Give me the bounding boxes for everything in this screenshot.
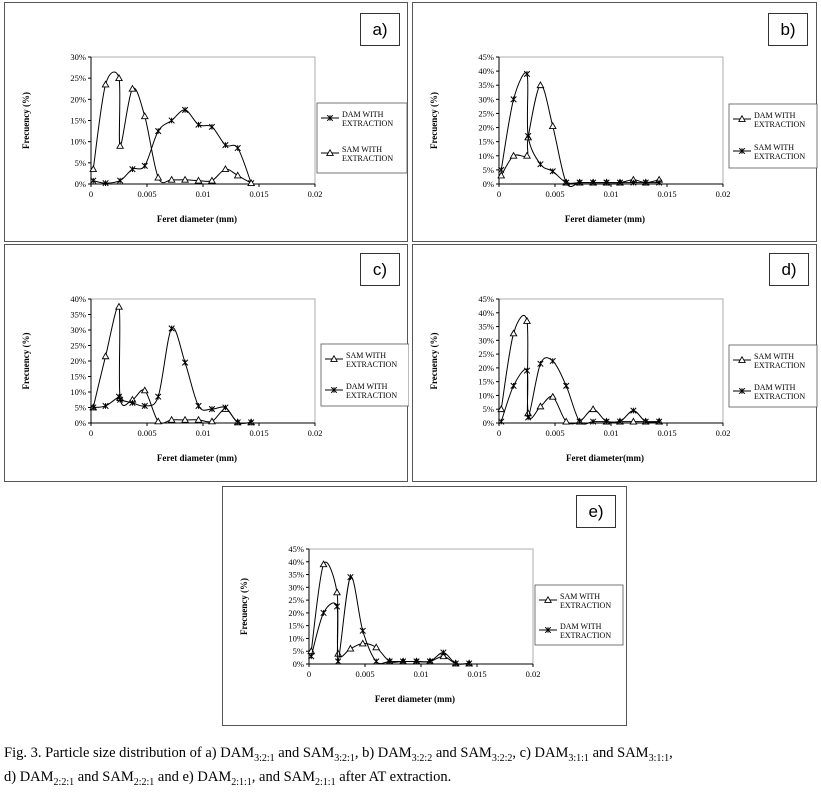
caption-text: and SAM <box>74 768 134 785</box>
caption-text: , c) DAM <box>512 745 569 761</box>
x-axis-label: Feret diameter (mm) <box>156 214 238 224</box>
caption-subscript: 3:2:2 <box>491 752 513 764</box>
caption-text: and SAM <box>588 745 649 761</box>
y-tick-label: 5% <box>74 157 86 168</box>
plot-area <box>91 57 315 184</box>
panel-letter: b) <box>768 13 808 46</box>
x-tick-label: 0.01 <box>413 669 429 679</box>
y-tick-label: 0% <box>74 418 86 428</box>
legend-label: SAM WITH <box>754 143 795 152</box>
y-axis-label: Frecuency (%) <box>429 91 439 150</box>
y-tick-label: 0% <box>482 179 494 189</box>
y-tick-label: 25% <box>288 595 304 606</box>
legend-label: EXTRACTION <box>754 152 806 161</box>
x-tick-label: 0.015 <box>249 428 269 438</box>
y-axis-label: Frecuency (%) <box>21 332 31 390</box>
caption-text: , b) DAM <box>354 745 412 761</box>
y-tick-label: 10% <box>70 136 86 147</box>
legend <box>321 344 409 406</box>
x-tick-label: 0.005 <box>545 189 565 199</box>
x-tick-label: 0.01 <box>195 428 211 438</box>
chart-svg <box>5 245 409 483</box>
y-tick-label: 0% <box>482 418 494 428</box>
x-tick-label: 0.005 <box>137 189 157 199</box>
y-tick-label: 15% <box>288 620 304 631</box>
legend-label: DAM WITH <box>342 110 384 119</box>
x-tick-label: 0.02 <box>525 669 541 679</box>
plot-area <box>499 57 723 184</box>
caption-subscript: 2:2:1 <box>133 776 155 788</box>
y-tick-label: 35% <box>478 80 494 91</box>
figure-caption <box>4 744 816 792</box>
caption-text: and e) DAM <box>154 768 232 785</box>
caption-text: d) DAM <box>4 768 54 785</box>
y-tick-label: 45% <box>288 544 304 554</box>
y-tick-label: 40% <box>70 294 86 304</box>
y-tick-label: 30% <box>478 94 494 105</box>
y-tick-label: 45% <box>478 52 494 62</box>
panel-c <box>4 244 408 482</box>
y-tick-label: 15% <box>478 136 494 147</box>
caption-text: after AT extraction. <box>335 768 452 785</box>
y-axis-label: Frecuency (%) <box>21 91 31 150</box>
x-tick-label: 0.005 <box>545 428 565 438</box>
x-tick-label: 0.015 <box>249 189 269 199</box>
x-tick-label: 0.02 <box>307 189 323 199</box>
y-tick-label: 40% <box>288 556 304 567</box>
caption-subscript: 3:1:1 <box>568 752 589 764</box>
legend-label: EXTRACTION <box>342 154 394 163</box>
caption-text: , <box>669 745 673 761</box>
y-tick-label: 30% <box>288 582 304 593</box>
chart-svg <box>5 3 409 243</box>
caption-text: and SAM <box>274 745 335 761</box>
x-tick-label: 0.015 <box>657 428 677 438</box>
legend-label: DAM WITH <box>560 622 602 631</box>
caption-line-1 <box>4 744 816 768</box>
legend-label: DAM WITH <box>754 111 796 120</box>
y-tick-label: 25% <box>478 108 494 119</box>
plot-area <box>91 299 315 423</box>
y-tick-label: 10% <box>478 390 494 401</box>
x-tick-label: 0.005 <box>355 669 375 679</box>
y-tick-label: 20% <box>478 122 494 133</box>
y-tick-label: 10% <box>478 150 494 161</box>
legend-label: DAM WITH <box>346 382 388 391</box>
y-tick-label: 25% <box>70 340 86 351</box>
legend-label: DAM WITH <box>754 383 796 392</box>
y-tick-label: 35% <box>288 569 304 580</box>
legend-label: EXTRACTION <box>346 391 398 400</box>
plot-area <box>499 299 723 423</box>
legend-label: EXTRACTION <box>754 361 806 370</box>
panel-letter: a) <box>360 13 400 46</box>
y-tick-label: 30% <box>478 335 494 346</box>
caption-subscript: 2:2:1 <box>53 776 75 788</box>
x-tick-label: 0.02 <box>715 189 731 199</box>
caption-text: Fig. 3. Particle size distribution of a) DAM <box>4 745 255 761</box>
y-tick-label: 5% <box>74 402 86 413</box>
legend-label: SAM WITH <box>754 352 795 361</box>
legend <box>317 103 407 173</box>
panel-a <box>4 2 408 242</box>
y-tick-label: 0% <box>292 659 304 669</box>
x-tick-label: 0.01 <box>603 428 619 438</box>
x-tick-label: 0 <box>496 428 502 438</box>
panel-letter: c) <box>360 253 400 286</box>
y-tick-label: 10% <box>288 633 304 644</box>
y-tick-label: 0% <box>74 179 86 189</box>
chart-svg <box>413 245 818 483</box>
legend-label: EXTRACTION <box>560 601 612 610</box>
legend-label: SAM WITH <box>346 351 387 360</box>
y-axis-label: Frecuency (%) <box>429 332 439 390</box>
y-tick-label: 25% <box>478 349 494 360</box>
y-tick-label: 15% <box>70 115 86 126</box>
y-tick-label: 20% <box>70 94 86 105</box>
x-tick-label: 0.01 <box>195 189 211 199</box>
legend-label: EXTRACTION <box>560 631 612 640</box>
y-tick-label: 35% <box>70 309 86 320</box>
y-tick-label: 40% <box>478 66 494 77</box>
legend-label: EXTRACTION <box>342 119 394 128</box>
legend-label: EXTRACTION <box>346 360 398 369</box>
y-tick-label: 25% <box>70 73 86 84</box>
x-axis-label: Feret diameter (mm) <box>156 453 238 463</box>
legend-label: SAM WITH <box>342 145 383 154</box>
legend <box>729 104 817 168</box>
panel-d <box>412 244 817 482</box>
x-tick-label: 0 <box>496 189 502 199</box>
y-tick-label: 30% <box>70 325 86 335</box>
legend-label: SAM WITH <box>560 592 601 601</box>
y-tick-label: 15% <box>70 371 86 382</box>
caption-subscript: 3:2:1 <box>254 752 275 764</box>
legend <box>535 585 623 645</box>
caption-line-2 <box>4 768 816 792</box>
x-tick-label: 0.02 <box>715 428 731 438</box>
caption-text: and SAM <box>432 745 492 761</box>
y-tick-label: 45% <box>478 294 494 304</box>
x-axis-label: Feret diameter(mm) <box>565 453 645 463</box>
caption-subscript: 3:1:1 <box>648 752 670 764</box>
panel-e <box>222 486 627 726</box>
y-tick-label: 10% <box>70 387 86 397</box>
caption-subscript: 3:2:2 <box>411 752 433 764</box>
y-tick-label: 35% <box>478 321 494 332</box>
y-tick-label: 5% <box>482 164 494 175</box>
plot-area <box>309 549 533 664</box>
y-tick-label: 20% <box>70 356 86 366</box>
x-tick-label: 0 <box>306 669 312 679</box>
panel-letter: d) <box>769 253 809 286</box>
x-axis-label: Feret diameter (mm) <box>374 694 456 704</box>
caption-text: , and SAM <box>251 768 316 785</box>
caption-subscript: 2:1:1 <box>231 776 252 788</box>
y-tick-label: 30% <box>70 52 86 62</box>
y-tick-label: 15% <box>478 376 494 387</box>
x-tick-label: 0.015 <box>657 189 677 199</box>
y-tick-label: 40% <box>478 307 494 318</box>
chart-svg <box>223 487 628 727</box>
y-tick-label: 5% <box>482 404 494 415</box>
x-tick-label: 0.01 <box>603 189 619 199</box>
panel-b <box>412 2 817 242</box>
chart-svg <box>413 3 818 243</box>
panel-letter: e) <box>576 495 616 528</box>
x-tick-label: 0.02 <box>307 428 323 438</box>
y-tick-label: 5% <box>292 646 304 657</box>
legend-label: EXTRACTION <box>754 392 806 401</box>
y-tick-label: 20% <box>478 362 494 373</box>
legend <box>729 345 817 407</box>
y-axis-label: Frecuency (%) <box>239 577 249 636</box>
x-tick-label: 0 <box>88 189 94 199</box>
x-tick-label: 0.015 <box>467 669 487 679</box>
x-tick-label: 0.005 <box>137 428 157 438</box>
caption-subscript: 2:1:1 <box>315 776 336 788</box>
caption-subscript: 3:2:1 <box>334 752 355 764</box>
legend-label: EXTRACTION <box>754 120 806 129</box>
x-axis-label: Feret diameter (mm) <box>564 214 646 224</box>
y-tick-label: 20% <box>288 607 304 618</box>
x-tick-label: 0 <box>88 428 94 438</box>
